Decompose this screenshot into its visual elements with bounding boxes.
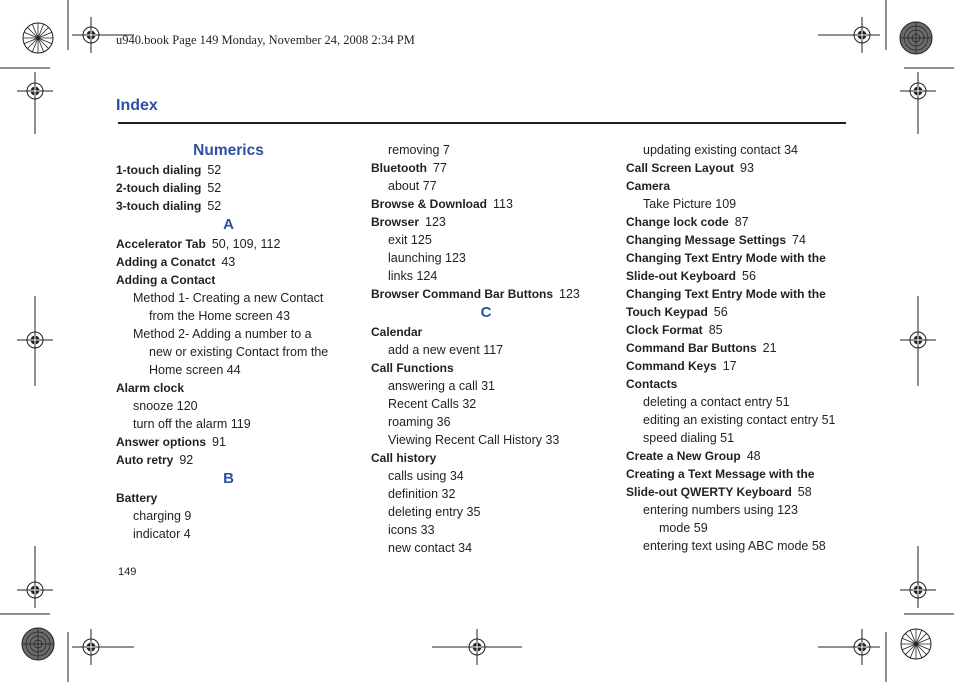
entry-term: Call Screen Layout bbox=[626, 161, 735, 175]
index-subentry: entering numbers using 123 bbox=[643, 503, 798, 517]
entry-term: Changing Text Entry Mode with the bbox=[626, 287, 826, 301]
entry-page-ref: 52 bbox=[207, 181, 222, 195]
index-subentry: Viewing Recent Call History 33 bbox=[388, 433, 560, 447]
entry-term: Clock Format bbox=[626, 323, 703, 337]
entry-term: Slide-out QWERTY Keyboard bbox=[626, 485, 792, 499]
index-subentry: roaming 36 bbox=[388, 415, 451, 429]
entry-term: Changing Text Entry Mode with the bbox=[626, 251, 826, 265]
index-subentry: Method 1- Creating a new Contact bbox=[133, 291, 324, 305]
index-main-entry bbox=[626, 483, 856, 501]
entry-term: Call history bbox=[371, 451, 437, 465]
entry-page-ref: 50, 109, 112 bbox=[211, 237, 281, 251]
entry-page-ref: 92 bbox=[179, 453, 194, 467]
index-subentry: answering a call 31 bbox=[388, 379, 496, 393]
entry-page-ref: 52 bbox=[207, 163, 222, 177]
index-main-entry bbox=[116, 451, 341, 469]
page-number: 149 bbox=[118, 566, 137, 578]
index-column-3 bbox=[626, 141, 856, 555]
index-subentry: Method 2- Adding a number to a bbox=[133, 327, 312, 341]
index-main-entry bbox=[371, 323, 601, 341]
entry-term: Browser Command Bar Buttons bbox=[371, 287, 554, 301]
entry-page-ref: 87 bbox=[734, 215, 749, 229]
index-main-entry bbox=[626, 447, 856, 465]
index-main-entry bbox=[371, 159, 601, 177]
letter-heading: C bbox=[480, 304, 492, 321]
entry-term: Create a New Group bbox=[626, 449, 741, 463]
index-main-entry bbox=[116, 379, 341, 397]
index-main-entry bbox=[626, 267, 856, 285]
index-main-entry bbox=[116, 271, 341, 289]
letter-heading: A bbox=[223, 216, 234, 233]
entry-page-ref: 48 bbox=[746, 449, 761, 463]
index-main-entry bbox=[626, 285, 856, 303]
index-main-entry bbox=[116, 433, 341, 451]
index-subentry: about 77 bbox=[388, 179, 437, 193]
entry-term: Command Bar Buttons bbox=[626, 341, 757, 355]
entry-term: Contacts bbox=[626, 377, 678, 391]
index-subentry: speed dialing 51 bbox=[643, 431, 735, 445]
index-subentry: definition 32 bbox=[388, 487, 456, 501]
letter-heading: Numerics bbox=[193, 142, 264, 159]
entry-page-ref: 21 bbox=[762, 341, 777, 355]
index-main-entry bbox=[626, 249, 856, 267]
index-main-entry bbox=[371, 213, 601, 231]
entry-term: Change lock code bbox=[626, 215, 729, 229]
entry-term: 2-touch dialing bbox=[116, 181, 202, 195]
index-subentry: editing an existing contact entry 51 bbox=[643, 413, 836, 427]
index-main-entry bbox=[371, 449, 601, 467]
entry-page-ref: 56 bbox=[713, 305, 728, 319]
index-main-entry bbox=[116, 489, 341, 507]
index-main-entry bbox=[626, 231, 856, 249]
index-main-entry bbox=[626, 357, 856, 375]
entry-term: Calendar bbox=[371, 325, 423, 339]
entry-page-ref: 123 bbox=[425, 215, 446, 229]
index-main-entry bbox=[626, 321, 856, 339]
entry-page-ref: 74 bbox=[792, 233, 806, 247]
index-subentry: new contact 34 bbox=[388, 541, 473, 555]
entry-term: Command Keys bbox=[626, 359, 717, 373]
entry-term: Adding a Conatct bbox=[116, 255, 216, 269]
entry-term: Auto retry bbox=[116, 453, 174, 467]
index-subentry: turn off the alarm 119 bbox=[133, 417, 251, 431]
title-rule bbox=[118, 122, 846, 124]
index-subentry: indicator 4 bbox=[133, 527, 191, 541]
index-subentry: deleting a contact entry 51 bbox=[643, 395, 790, 409]
letter-heading: B bbox=[223, 470, 234, 487]
entry-term: Alarm clock bbox=[116, 381, 185, 395]
index-subentry: snooze 120 bbox=[133, 399, 198, 413]
index-main-entry bbox=[371, 195, 601, 213]
index-subentry: removing 7 bbox=[388, 143, 450, 157]
index-column-1 bbox=[116, 141, 341, 543]
index-main-entry bbox=[626, 339, 856, 357]
entry-page-ref: 113 bbox=[493, 197, 513, 211]
page-title: Index bbox=[116, 97, 158, 114]
index-subentry: deleting entry 35 bbox=[388, 505, 481, 519]
index-subentry: charging 9 bbox=[133, 509, 192, 523]
index-main-entry bbox=[626, 375, 856, 393]
entry-term: Bluetooth bbox=[371, 161, 427, 175]
entry-term: Browser bbox=[371, 215, 420, 229]
entry-term: Touch Keypad bbox=[626, 305, 708, 319]
entry-page-ref: 93 bbox=[740, 161, 754, 175]
index-subentry: Take Picture 109 bbox=[643, 197, 737, 211]
entry-page-ref: 52 bbox=[207, 199, 222, 213]
entry-term: Battery bbox=[116, 491, 158, 505]
entry-page-ref: 43 bbox=[221, 255, 236, 269]
index-subentry: links 124 bbox=[388, 269, 438, 283]
entry-page-ref: 56 bbox=[742, 269, 756, 283]
index-main-entry bbox=[626, 159, 856, 177]
index-subentry: exit 125 bbox=[388, 233, 432, 247]
index-subentry-continued: new or existing Contact from the bbox=[149, 345, 329, 359]
index-subentry: add a new event 117 bbox=[388, 343, 504, 357]
entry-page-ref: 17 bbox=[722, 359, 737, 373]
entry-page-ref: 85 bbox=[708, 323, 723, 337]
entry-term: Call Functions bbox=[371, 361, 454, 375]
index-subentry: icons 33 bbox=[388, 523, 435, 537]
entry-term: Camera bbox=[626, 179, 671, 193]
index-main-entry bbox=[116, 253, 341, 271]
entry-term: 1-touch dialing bbox=[116, 163, 202, 177]
index-main-entry bbox=[116, 235, 341, 253]
index-column-2 bbox=[371, 141, 601, 557]
entry-page-ref: 77 bbox=[433, 161, 447, 175]
entry-term: 3-touch dialing bbox=[116, 199, 202, 213]
index-subentry-continued: mode 59 bbox=[659, 521, 708, 535]
index-subentry: launching 123 bbox=[388, 251, 466, 265]
index-main-entry bbox=[371, 359, 601, 377]
entry-term: Browse & Download bbox=[371, 197, 488, 211]
entry-page-ref: 58 bbox=[797, 485, 812, 499]
index-subentry: Recent Calls 32 bbox=[388, 397, 477, 411]
index-subentry: updating existing contact 34 bbox=[643, 143, 798, 157]
index-main-entry bbox=[116, 161, 341, 179]
entry-term: Answer options bbox=[116, 435, 207, 449]
index-main-entry bbox=[626, 213, 856, 231]
index-subentry-continued: Home screen 44 bbox=[149, 363, 241, 377]
index-main-entry bbox=[626, 303, 856, 321]
index-main-entry bbox=[116, 197, 341, 215]
print-slug: u940.book Page 149 Monday, November 24, 2008 2:34 PM bbox=[116, 33, 415, 47]
index-main-entry bbox=[626, 465, 856, 483]
entry-term: Slide-out Keyboard bbox=[626, 269, 737, 283]
index-subentry: entering text using ABC mode 58 bbox=[643, 539, 826, 553]
index-subentry: calls using 34 bbox=[388, 469, 464, 483]
entry-page-ref: 123 bbox=[559, 287, 580, 301]
index-main-entry bbox=[626, 177, 856, 195]
index-main-entry bbox=[116, 179, 341, 197]
index-subentry-continued: from the Home screen 43 bbox=[149, 309, 291, 323]
entry-term: Creating a Text Message with the bbox=[626, 467, 815, 481]
entry-term: Changing Message Settings bbox=[626, 233, 787, 247]
entry-term: Adding a Contact bbox=[116, 273, 216, 287]
entry-page-ref: 91 bbox=[212, 435, 226, 449]
index-main-entry bbox=[371, 285, 601, 303]
entry-term: Accelerator Tab bbox=[116, 237, 206, 251]
